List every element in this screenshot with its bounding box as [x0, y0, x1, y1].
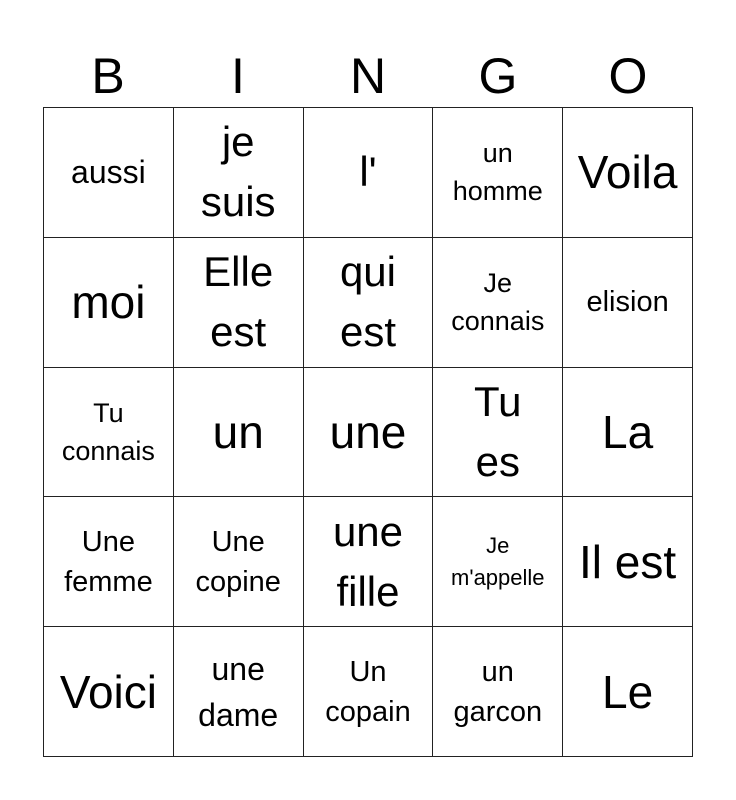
bingo-cell-text: Elle est — [203, 248, 274, 356]
bingo-cell-text: La — [602, 405, 654, 458]
bingo-cell-r3-c4[interactable] — [433, 368, 563, 498]
bingo-cell-r2-c5[interactable] — [563, 238, 693, 368]
bingo-cell-text: Tu connais — [61, 397, 155, 466]
bingo-cell-r1-c4[interactable] — [433, 108, 563, 238]
bingo-cell-text: Il est — [579, 535, 677, 588]
bingo-cell-r3-c2[interactable] — [174, 368, 304, 498]
bingo-cell-r1-c3[interactable] — [304, 108, 434, 238]
bingo-cell-r5-c3[interactable] — [304, 627, 434, 757]
bingo-cell-r4-c4[interactable] — [433, 497, 563, 627]
bingo-cell-text: Voici — [59, 665, 157, 718]
bingo-cell-text: Je m'appelle — [451, 532, 545, 590]
bingo-cell-text: Une copine — [195, 525, 281, 598]
bingo-cell-r1-c5[interactable] — [563, 108, 693, 238]
bingo-cell-text: Voila — [577, 146, 678, 199]
bingo-cell-text: une fille — [332, 507, 404, 615]
bingo-cell-text: je suis — [200, 118, 276, 226]
bingo-cell-r3-c5[interactable] — [563, 368, 693, 498]
bingo-cell-text: Une femme — [64, 525, 153, 598]
header-letter-g: G — [478, 48, 518, 104]
bingo-cell-r4-c2[interactable] — [174, 497, 304, 627]
bingo-cell-r2-c1[interactable] — [44, 238, 174, 368]
header-letter-b: B — [91, 48, 125, 104]
bingo-cell-text: l' — [359, 148, 377, 196]
bingo-cell-r2-c3[interactable] — [304, 238, 434, 368]
bingo-cell-r5-c1[interactable] — [44, 627, 174, 757]
bingo-cell-r1-c2[interactable] — [174, 108, 304, 238]
bingo-cell-text: un — [212, 405, 264, 458]
bingo-cell-text: Un copain — [325, 655, 411, 728]
bingo-cell-text: une — [329, 405, 407, 458]
bingo-cell-r2-c2[interactable] — [174, 238, 304, 368]
bingo-cell-r5-c2[interactable] — [174, 627, 304, 757]
bingo-cell-text: moi — [71, 276, 146, 329]
header-letter-o: O — [608, 48, 648, 104]
bingo-cell-text: elision — [586, 286, 669, 319]
bingo-cell-r3-c1[interactable] — [44, 368, 174, 498]
bingo-cell-r3-c3[interactable] — [304, 368, 434, 498]
bingo-cell-text: aussi — [71, 154, 146, 191]
bingo-header — [43, 44, 693, 108]
bingo-cell-text: une dame — [198, 650, 279, 733]
bingo-board — [43, 107, 693, 757]
bingo-cell-r4-c5[interactable] — [563, 497, 693, 627]
bingo-cell-r2-c4[interactable] — [433, 238, 563, 368]
header-letter-i: I — [231, 48, 245, 104]
bingo-cell-r5-c5[interactable] — [563, 627, 693, 757]
bingo-cell-text: Je connais — [451, 268, 545, 337]
bingo-cell-r4-c3[interactable] — [304, 497, 434, 627]
bingo-cell-text: un garcon — [453, 655, 543, 728]
header-letter-n: N — [349, 48, 387, 104]
bingo-cell-text: Tu es — [474, 377, 522, 485]
bingo-cell-r5-c4[interactable] — [433, 627, 563, 757]
bingo-cell-text: Le — [602, 665, 654, 718]
bingo-cell-text: qui est — [339, 248, 397, 356]
bingo-cell-r1-c1[interactable] — [44, 108, 174, 238]
bingo-cell-text: un homme — [452, 138, 543, 207]
bingo-cell-r4-c1[interactable] — [44, 497, 174, 627]
